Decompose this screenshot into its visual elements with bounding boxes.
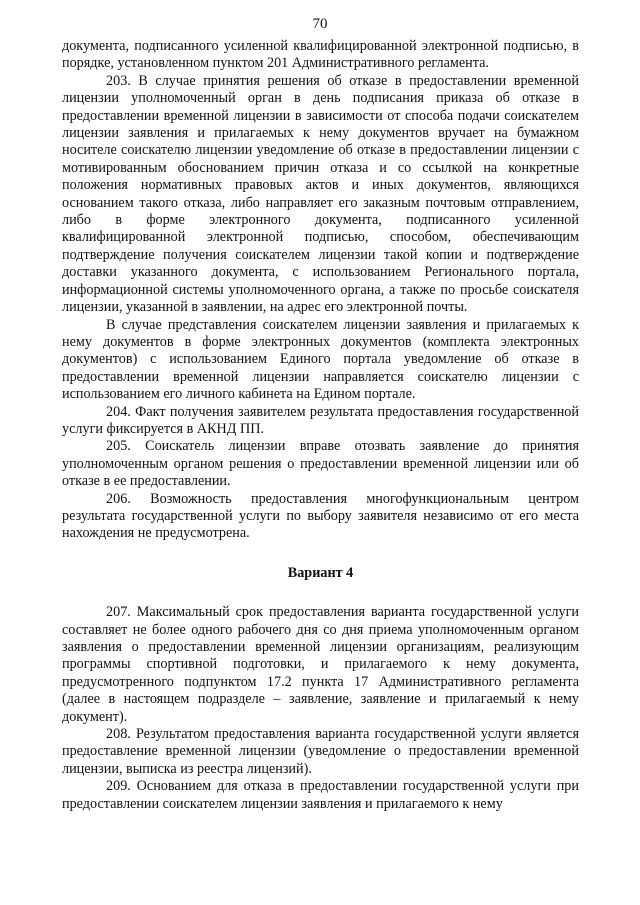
paragraph-203-electronic: В случае представления соискателем лицензии заявления и прилагаемых к нему документов в форме электронных документов (комплекта электронных документов) с использованием Единого портала уведомление об отказе в предоставлении временной лицензии направляется соискателю лицензии с использованием его личного кабинета на Едином портале. — [62, 316, 579, 403]
document-body — [62, 38, 579, 813]
paragraph-continuation: документа, подписанного усиленной квалифицированной электронной подписью, в порядке, установленном пунктом 201 Административного регламента. — [62, 38, 579, 72]
paragraph-206: 206. Возможность предоставления многофункциональным центром результата государственной услуги по выбору заявителя независимо от его места нахождения не предусмотрена. — [62, 490, 579, 542]
paragraph-207: 207. Максимальный срок предоставления варианта государственной услуги составляет не более одного рабочего дня со дня приема уполномоченным органом заявления о предоставлении временной лицензии организациям, реализующим программы спортивной подготовки, и прилагаемого к нему документа, предусмотренного подпунктом 17.2 пункта 17 Административного регламента (далее в настоящем подразделе – заявление, заявление и прилагаемый к нему документ). — [62, 604, 579, 725]
page-number: 70 — [312, 16, 328, 32]
section-heading: Вариант 4 — [287, 564, 354, 581]
paragraph-204: 204. Факт получения заявителем результата предоставления государственной услуги фиксируется в АКНД ПП. — [62, 403, 579, 437]
paragraph-208: 208. Результатом предоставления варианта государственной услуги является предоставление временной лицензии (уведомление о предоставлении временной лицензии, выписка из реестра лицензий). — [62, 726, 579, 777]
paragraph-209: 209. Основанием для отказа в предоставлении государственной услуги при предоставлении соискателем лицензии заявления и прилагаемого к нему — [62, 778, 579, 812]
paragraph-203: 203. В случае принятия решения об отказе в предоставлении временной лицензии уполномоченный орган в день подписания приказа об отказе в предоставлении временной лицензии в зависимости от способа подачи соискателем лицензии заявления и прилагаемых к нему документов вручает на бумажном носителе соискателю лицензии уведомление об отказе в предоставлении лицензии с мотивированным обоснованием причин отказа и со ссылкой на конкретные положения нормативных правовых актов и иных документов, являющихся основанием такого отказа, либо направляет его заказным почтовым отправлением, либо в форме электронного документа, подписанного усиленной квалифицированной электронной подписью, способом, обеспечивающим подтверждение получения соискателем лицензии такой копии и подтверждение доставки указанного документа, с использованием Регионального портала, информационной системы уполномоченного органа, а также по просьбе соискателя лицензии, указанной в заявлении, на адрес его электронной почты. — [62, 72, 579, 316]
paragraph-205: 205. Соискатель лицензии вправе отозвать заявление до принятия уполномоченным органом решения о предоставлении временной лицензии или об отказе в ее предоставлении. — [62, 438, 579, 490]
